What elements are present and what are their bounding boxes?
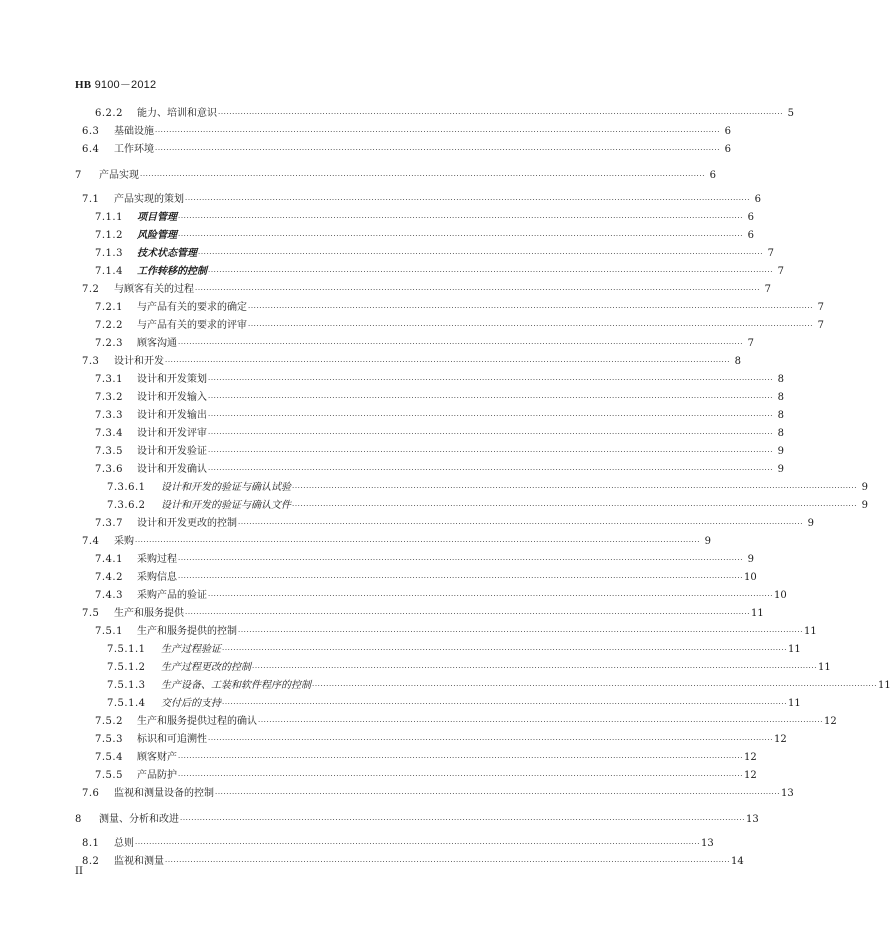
toc-entry-page: 9 bbox=[747, 554, 755, 565]
toc-leader-dots: ········································································································································································································ bbox=[215, 790, 781, 798]
toc-entry-page: 11 bbox=[804, 626, 817, 637]
toc-leader-dots: ········································································································································································································ bbox=[165, 858, 731, 866]
toc-entry-page: 13 bbox=[746, 814, 759, 825]
toc-entry-title: 产品实现的策划 bbox=[114, 194, 184, 205]
toc-entry[interactable] bbox=[75, 810, 759, 826]
toc-entry-number: 7.4.3 bbox=[95, 590, 123, 601]
toc-entry-number: 7.5.1.4 bbox=[107, 698, 146, 709]
toc-entry-title: 设计和开发的验证与确认文件 bbox=[161, 500, 291, 511]
toc-leader-dots: ········································································································································································································ bbox=[208, 412, 774, 420]
toc-entry-title: 与产品有关的要求的确定 bbox=[137, 302, 247, 313]
toc-entry-page: 11 bbox=[878, 680, 891, 691]
toc-leader-dots: ········································································································································································································ bbox=[292, 502, 858, 510]
toc-entry-page: 9 bbox=[807, 518, 815, 529]
toc-entry-page: 7 bbox=[767, 248, 775, 259]
toc-entry-number: 7.2.2 bbox=[95, 320, 123, 331]
toc-entry-title: 采购过程 bbox=[137, 554, 177, 565]
toc-entry-title: 基础设施 bbox=[114, 126, 154, 137]
toc-entry-title: 工作环境 bbox=[114, 144, 154, 155]
toc-entry[interactable] bbox=[82, 122, 732, 138]
toc-entry-title: 测量、分析和改进 bbox=[99, 814, 179, 825]
toc-leader-dots: ········································································································································································································ bbox=[135, 840, 701, 848]
document-header bbox=[75, 76, 156, 92]
toc-entry-title: 生产和服务提供的控制 bbox=[137, 626, 237, 637]
toc-entry-number: 7.3.6.2 bbox=[107, 500, 146, 511]
toc-entry-number: 7.5.5 bbox=[95, 770, 123, 781]
toc-entry-number: 8.1 bbox=[82, 838, 100, 849]
toc-entry-number: 7.5 bbox=[82, 608, 100, 619]
toc-entry[interactable] bbox=[95, 514, 815, 530]
toc-entry-page: 6 bbox=[724, 144, 732, 155]
toc-leader-dots: ········································································································································································································ bbox=[180, 816, 746, 824]
toc-entry[interactable] bbox=[95, 442, 785, 458]
toc-entry[interactable] bbox=[95, 262, 785, 278]
toc-leader-dots: ········································································································································································································ bbox=[238, 520, 804, 528]
toc-entry-number: 7.2 bbox=[82, 284, 100, 295]
toc-leader-dots: ········································································································································································································ bbox=[198, 250, 764, 258]
toc-entry[interactable] bbox=[107, 478, 869, 494]
toc-entry-number: 7.1.4 bbox=[95, 266, 123, 277]
toc-leader-dots: ········································································································································································································ bbox=[135, 538, 701, 546]
toc-entry-page: 8 bbox=[777, 410, 785, 421]
toc-entry-title: 设计和开发评审 bbox=[137, 428, 207, 439]
toc-leader-dots: ········································································································································································································ bbox=[208, 466, 774, 474]
toc-leader-dots: ········································································································································································································ bbox=[155, 128, 721, 136]
toc-entry-title: 产品实现 bbox=[99, 170, 139, 181]
toc-entry-page: 10 bbox=[774, 590, 787, 601]
toc-entry-number: 7.1 bbox=[82, 194, 100, 205]
toc-entry-title: 交付后的支持 bbox=[161, 698, 221, 709]
toc-entry-number: 7.3.4 bbox=[95, 428, 123, 439]
toc-entry-number: 7.5.1.2 bbox=[107, 662, 146, 673]
toc-leader-dots: ········································································································································································································ bbox=[248, 304, 814, 312]
toc-entry[interactable] bbox=[82, 140, 732, 156]
toc-entry-page: 9 bbox=[861, 482, 869, 493]
toc-leader-dots: ········································································································································································································ bbox=[178, 772, 744, 780]
toc-entry-page: 12 bbox=[744, 770, 757, 781]
toc-entry-title: 采购产品的验证 bbox=[137, 590, 207, 601]
toc-entry-number: 7.3.6 bbox=[95, 464, 123, 475]
toc-entry[interactable] bbox=[95, 226, 755, 242]
standard-code: HB bbox=[75, 79, 92, 91]
toc-entry-title: 产品防护 bbox=[137, 770, 177, 781]
toc-entry-title: 监视和测量设备的控制 bbox=[114, 788, 214, 799]
toc-entry[interactable] bbox=[82, 280, 772, 296]
toc-leader-dots: ········································································································································································································ bbox=[258, 718, 824, 726]
standard-number: 9100－2012 bbox=[94, 79, 157, 91]
toc-entry-page: 13 bbox=[781, 788, 794, 799]
toc-entry-number: 7.5.1.1 bbox=[107, 644, 146, 655]
toc-entry[interactable] bbox=[95, 748, 757, 764]
toc-entry[interactable] bbox=[82, 352, 742, 368]
toc-entry[interactable] bbox=[95, 406, 785, 422]
toc-entry-title: 能力、培训和意识 bbox=[137, 108, 217, 119]
toc-entry-number: 7.3.1 bbox=[95, 374, 123, 385]
toc-entry-page: 11 bbox=[788, 698, 801, 709]
toc-entry-page: 7 bbox=[764, 284, 772, 295]
toc-entry[interactable] bbox=[82, 834, 714, 850]
toc-entry-title: 生产和服务提供 bbox=[114, 608, 184, 619]
toc-leader-dots: ········································································································································································································ bbox=[185, 196, 751, 204]
toc-entry-page: 12 bbox=[824, 716, 837, 727]
toc-entry[interactable] bbox=[82, 604, 764, 620]
toc-entry-page: 13 bbox=[701, 838, 714, 849]
toc-entry-title: 总则 bbox=[114, 838, 134, 849]
toc-entry-number: 7.4 bbox=[82, 536, 100, 547]
toc-entry-page: 8 bbox=[777, 374, 785, 385]
toc-entry-page: 11 bbox=[751, 608, 764, 619]
toc-entry-page: 8 bbox=[777, 392, 785, 403]
toc-entry-page: 12 bbox=[744, 752, 757, 763]
toc-entry-number: 7.3.2 bbox=[95, 392, 123, 403]
toc-leader-dots: ········································································································································································································ bbox=[178, 340, 744, 348]
toc-leader-dots: ········································································································································································································ bbox=[178, 556, 744, 564]
toc-leader-dots: ········································································································································································································ bbox=[252, 664, 818, 672]
toc-leader-dots: ········································································································································································································ bbox=[222, 700, 788, 708]
toc-entry-page: 9 bbox=[777, 446, 785, 457]
toc-entry-title: 生产过程更改的控制 bbox=[161, 662, 251, 673]
toc-entry-number: 7.5.1.3 bbox=[107, 680, 146, 691]
toc-leader-dots: ········································································································································································································ bbox=[208, 394, 774, 402]
toc-entry[interactable] bbox=[82, 532, 712, 548]
toc-entry-number: 7.3.6.1 bbox=[107, 482, 146, 493]
toc-entry-page: 7 bbox=[817, 320, 825, 331]
toc-entry-number: 7.1.1 bbox=[95, 212, 123, 223]
toc-entry[interactable] bbox=[95, 568, 757, 584]
toc-entry-page: 6 bbox=[747, 212, 755, 223]
toc-leader-dots: ········································································································································································································ bbox=[208, 430, 774, 438]
toc-entry-number: 7.1.3 bbox=[95, 248, 123, 259]
toc-entry-number: 7.3 bbox=[82, 356, 100, 367]
toc-entry[interactable] bbox=[95, 104, 795, 120]
toc-entry-title: 生产过程验证 bbox=[161, 644, 221, 655]
toc-entry[interactable] bbox=[107, 694, 801, 710]
toc-leader-dots: ········································································································································································································ bbox=[208, 448, 774, 456]
toc-leader-dots: ········································································································································································································ bbox=[208, 592, 774, 600]
toc-leader-dots: ········································································································································································································ bbox=[178, 574, 744, 582]
toc-entry-page: 7 bbox=[777, 266, 785, 277]
toc-entry-page: 9 bbox=[777, 464, 785, 475]
toc-leader-dots: ········································································································································································································ bbox=[178, 754, 744, 762]
toc-entry[interactable] bbox=[107, 496, 869, 512]
toc-entry-title: 采购信息 bbox=[137, 572, 177, 583]
toc-entry-page: 5 bbox=[787, 108, 795, 119]
toc-entry[interactable] bbox=[75, 166, 717, 182]
toc-entry[interactable] bbox=[95, 298, 825, 314]
toc-entry[interactable] bbox=[95, 370, 785, 386]
toc-entry-number: 7.1.2 bbox=[95, 230, 123, 241]
toc-entry[interactable] bbox=[107, 658, 831, 674]
toc-entry-title: 项目管理 bbox=[137, 212, 177, 223]
toc-entry-number: 6.2.2 bbox=[95, 108, 123, 119]
toc-entry[interactable] bbox=[82, 190, 762, 206]
toc-entry-number: 7 bbox=[75, 170, 82, 181]
toc-entry[interactable] bbox=[107, 640, 801, 656]
toc-entry-title: 工作转移的控制 bbox=[137, 266, 207, 277]
toc-entry-number: 6.3 bbox=[82, 126, 100, 137]
toc-entry-page: 8 bbox=[734, 356, 742, 367]
toc-entry-title: 设计和开发的验证与确认试验 bbox=[161, 482, 291, 493]
toc-entry-number: 7.3.5 bbox=[95, 446, 123, 457]
toc-leader-dots: ········································································································································································································ bbox=[218, 110, 784, 118]
toc-entry-number: 7.3.3 bbox=[95, 410, 123, 421]
toc-leader-dots: ········································································································································································································ bbox=[195, 286, 761, 294]
toc-entry-number: 6.4 bbox=[82, 144, 100, 155]
toc-entry-page: 14 bbox=[731, 856, 744, 867]
toc-entry[interactable] bbox=[82, 784, 794, 800]
toc-entry-number: 7.3.7 bbox=[95, 518, 123, 529]
toc-entry-title: 顾客财产 bbox=[137, 752, 177, 763]
toc-entry-number: 7.5.2 bbox=[95, 716, 123, 727]
toc-entry-number: 7.2.1 bbox=[95, 302, 123, 313]
toc-entry[interactable] bbox=[95, 766, 757, 782]
toc-entry-title: 生产和服务提供过程的确认 bbox=[137, 716, 257, 727]
toc-entry-page: 9 bbox=[704, 536, 712, 547]
toc-entry-number: 7.5.4 bbox=[95, 752, 123, 763]
toc-entry-title: 风险管理 bbox=[137, 230, 177, 241]
toc-entry-title: 设计和开发输出 bbox=[137, 410, 207, 421]
toc-entry-page: 9 bbox=[861, 500, 869, 511]
toc-entry-page: 6 bbox=[724, 126, 732, 137]
toc-entry-title: 采购 bbox=[114, 536, 134, 547]
toc-entry-number: 8 bbox=[75, 814, 82, 825]
toc-leader-dots: ········································································································································································································ bbox=[155, 146, 721, 154]
toc-entry-title: 设计和开发验证 bbox=[137, 446, 207, 457]
toc-entry-page: 6 bbox=[754, 194, 762, 205]
toc-entry[interactable] bbox=[95, 586, 787, 602]
toc-entry[interactable] bbox=[95, 424, 785, 440]
toc-entry[interactable] bbox=[95, 316, 825, 332]
toc-entry-number: 7.6 bbox=[82, 788, 100, 799]
toc-entry-page: 11 bbox=[818, 662, 831, 673]
toc-entry-title: 标识和可追溯性 bbox=[137, 734, 207, 745]
toc-entry-title: 监视和测量 bbox=[114, 856, 164, 867]
toc-entry[interactable] bbox=[95, 730, 787, 746]
toc-leader-dots: ········································································································································································································ bbox=[178, 214, 744, 222]
toc-entry[interactable] bbox=[95, 622, 817, 638]
toc-entry-page: 7 bbox=[817, 302, 825, 313]
toc-entry-title: 设计和开发 bbox=[114, 356, 164, 367]
toc-entry[interactable] bbox=[95, 244, 775, 260]
toc-entry-page: 10 bbox=[744, 572, 757, 583]
toc-leader-dots: ········································································································································································································ bbox=[165, 358, 731, 366]
toc-entry[interactable] bbox=[95, 460, 785, 476]
toc-entry-title: 与产品有关的要求的评审 bbox=[137, 320, 247, 331]
toc-entry-number: 8.2 bbox=[82, 856, 100, 867]
toc-leader-dots: ········································································································································································································ bbox=[185, 610, 751, 618]
toc-leader-dots: ········································································································································································································ bbox=[178, 232, 744, 240]
toc-entry-number: 7.2.3 bbox=[95, 338, 123, 349]
toc-entry[interactable] bbox=[107, 676, 891, 692]
toc-entry-title: 生产设备、工装和软件程序的控制 bbox=[161, 680, 311, 691]
toc-entry-page: 6 bbox=[747, 230, 755, 241]
toc-entry-number: 7.5.3 bbox=[95, 734, 123, 745]
toc-entry-title: 顾客沟通 bbox=[137, 338, 177, 349]
toc-entry-number: 7.4.1 bbox=[95, 554, 123, 565]
toc-leader-dots: ········································································································································································································ bbox=[208, 268, 774, 276]
toc-entry-title: 设计和开发确认 bbox=[137, 464, 207, 475]
toc-leader-dots: ········································································································································································································ bbox=[248, 322, 814, 330]
toc-leader-dots: ········································································································································································································ bbox=[238, 628, 804, 636]
page-number-footer: II bbox=[75, 866, 83, 877]
toc-leader-dots: ········································································································································································································ bbox=[222, 646, 788, 654]
toc-entry-title: 与顾客有关的过程 bbox=[114, 284, 194, 295]
toc-entry-title: 设计和开发更改的控制 bbox=[137, 518, 237, 529]
toc-entry-page: 11 bbox=[788, 644, 801, 655]
toc-leader-dots: ········································································································································································································ bbox=[140, 172, 706, 180]
toc-entry-page: 7 bbox=[747, 338, 755, 349]
toc-entry-number: 7.4.2 bbox=[95, 572, 123, 583]
toc-entry-number: 7.5.1 bbox=[95, 626, 123, 637]
toc-leader-dots: ········································································································································································································ bbox=[208, 736, 774, 744]
toc-entry-title: 技术状态管理 bbox=[137, 248, 197, 259]
toc-entry-page: 6 bbox=[709, 170, 717, 181]
toc-entry[interactable] bbox=[95, 208, 755, 224]
toc-leader-dots: ········································································································································································································ bbox=[292, 484, 858, 492]
toc-leader-dots: ········································································································································································································ bbox=[312, 682, 878, 690]
toc-entry-page: 12 bbox=[774, 734, 787, 745]
toc-entry[interactable] bbox=[95, 712, 837, 728]
toc-entry-title: 设计和开发输入 bbox=[137, 392, 207, 403]
toc-entry-title: 设计和开发策划 bbox=[137, 374, 207, 385]
toc-entry[interactable] bbox=[95, 334, 755, 350]
toc-leader-dots: ········································································································································································································ bbox=[208, 376, 774, 384]
toc-entry-page: 8 bbox=[777, 428, 785, 439]
toc-entry[interactable] bbox=[95, 550, 755, 566]
toc-entry[interactable] bbox=[95, 388, 785, 404]
toc-entry[interactable] bbox=[82, 852, 744, 868]
